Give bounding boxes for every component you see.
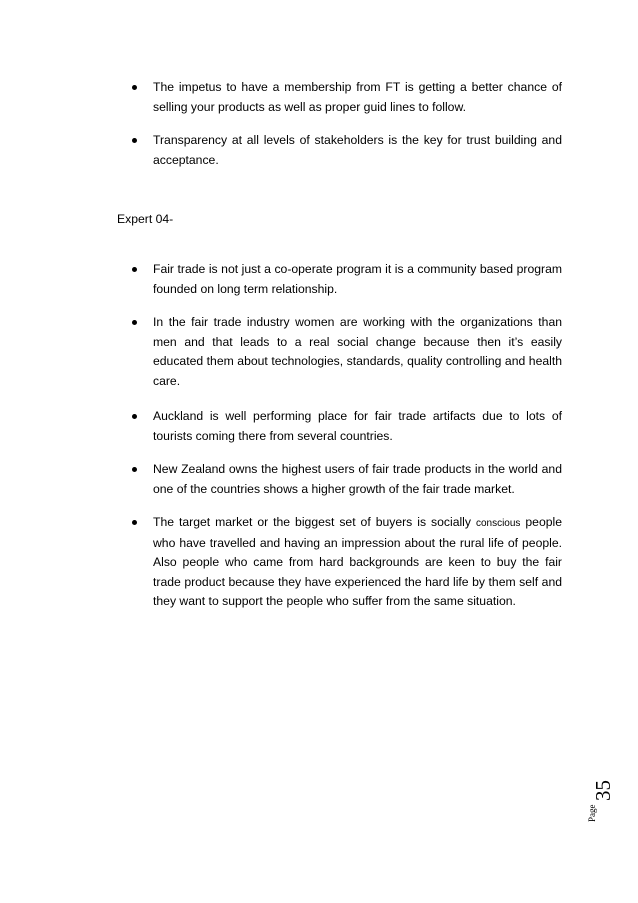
expert-heading: Expert 04- [117,212,174,226]
bullet-dot-icon [132,267,137,272]
bullet-text: Auckland is well performing place for fair trade artifacts due to lots of tourists coming there from several countries. [153,409,562,443]
bullet-dot-icon [132,520,137,525]
page-number [588,770,628,830]
bullet-text: In the fair trade industry women are working with the organizations than men and that leads to a real social change because then it’s easily educated them about technologies, standards, quality controlling and health care. [153,315,562,388]
bullet-list-expert [130,260,562,626]
list-item [130,460,562,499]
bullet-list-top [130,78,562,184]
bullet-text [153,515,562,608]
bullet-dot-icon [132,320,137,325]
list-item [130,260,562,299]
bullet-text: Transparency at all levels of stakeholders is the key for trust building and acceptance. [153,133,562,167]
bullet-dot-icon [132,467,137,472]
bullet-dot-icon [132,138,137,143]
list-item [130,513,562,612]
list-item [130,131,562,170]
list-item [130,78,562,117]
bullet-text: Fair trade is not just a co-operate program it is a community based program founded on long term relationship. [153,262,562,296]
bullet-dot-icon [132,414,137,419]
list-item [130,407,562,446]
bullet-text: New Zealand owns the highest users of fair trade products in the world and one of the countries shows a higher growth of the fair trade market. [153,462,562,496]
bullet-text-small-word: conscious [475,518,521,529]
bullet-text-part: people who have travelled and having an impression about the rural life of people. Also people who came from hard backgrounds are keen to buy the fair trade product because they have experienced the hard life by them self and they want to support the people who suffer from the same situation. [153,515,562,608]
bullet-dot-icon [132,85,137,90]
bullet-text: The impetus to have a membership from FT is getting a better chance of selling your products as well as proper guid lines to follow. [153,80,562,114]
page-number-value: 35 [591,780,615,801]
page-label: Page [587,804,597,822]
bullet-text-part: The target market or the biggest set of buyers is socially [153,515,476,529]
list-item [130,313,562,391]
